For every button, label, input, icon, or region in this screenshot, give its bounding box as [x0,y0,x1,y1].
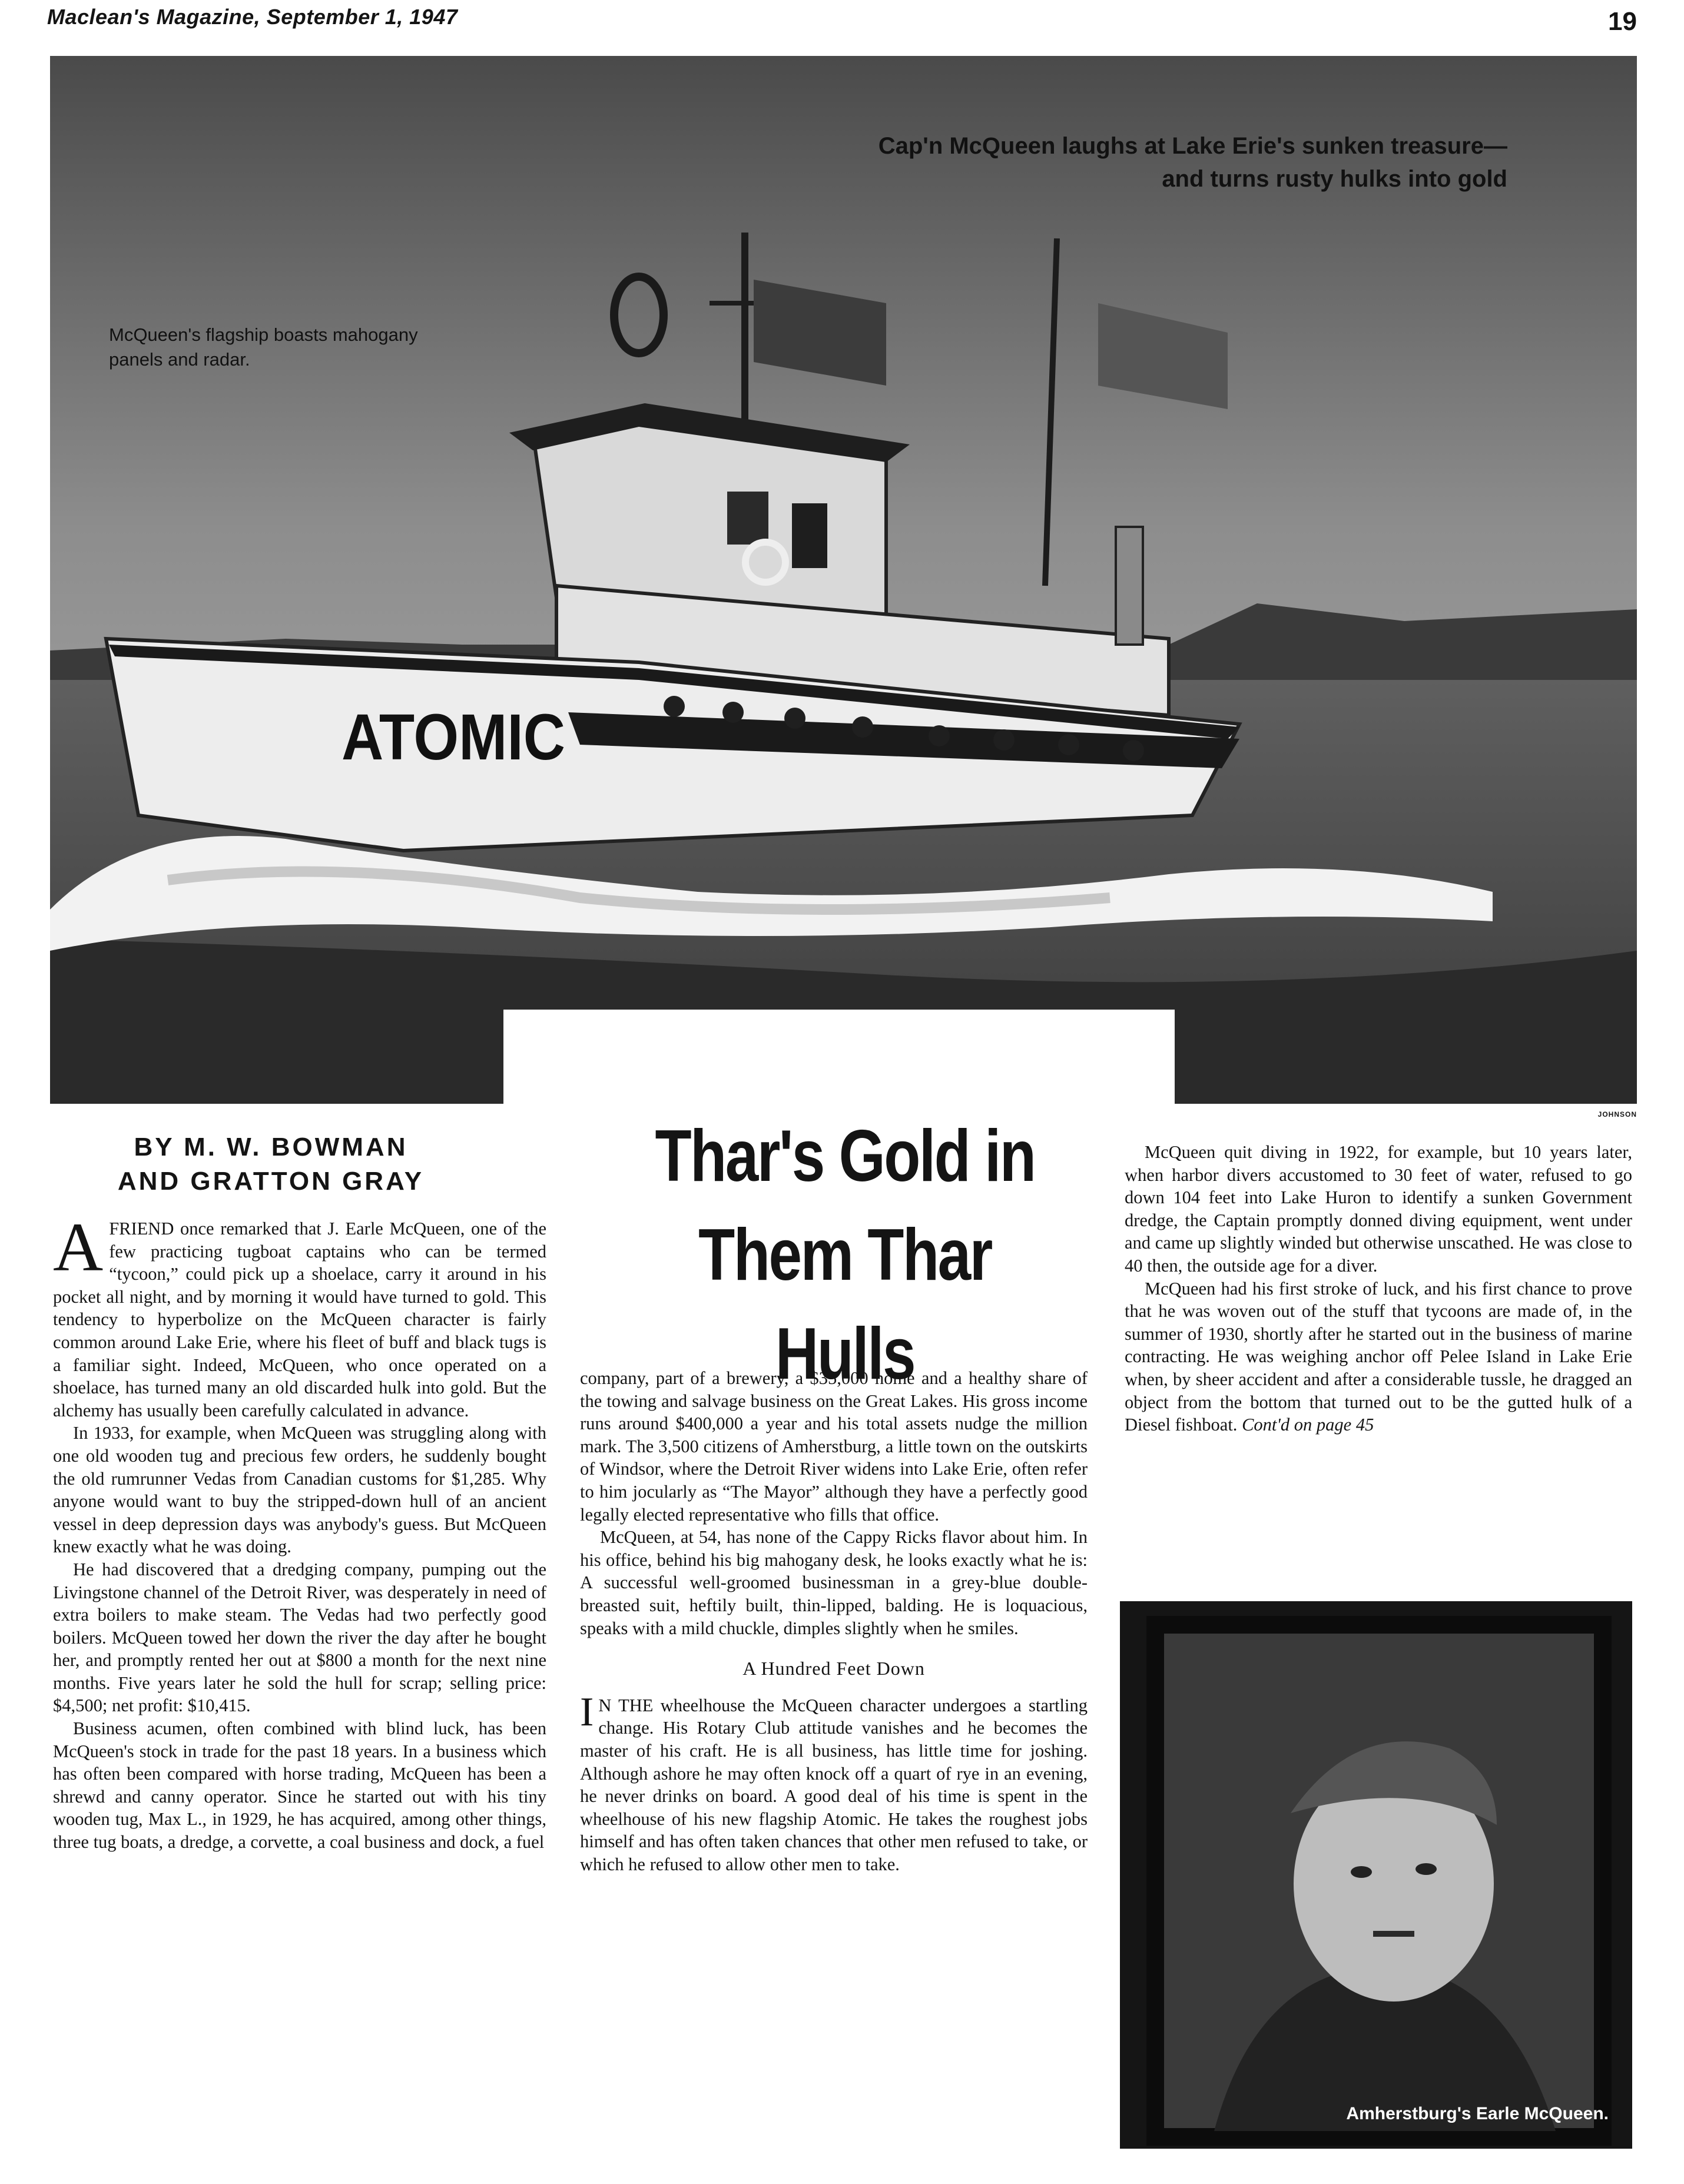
paragraph-6: McQueen, at 54, has none of the Cappy Ricks flavor about him. In his office, behind his big mahogany desk, he looks exactly what he is: A successful well-groomed businessman in a grey-blue double-breasted suit, heftily built, thin-lipped, balding. He is loquacious, speaks with a mild chuckle, dimples slightly when he smiles. [580,1527,1088,1638]
paragraph-5: company, part of a brewery, a $35,000 home and a healthy share of the towing and salvage business on the Great Lakes. His gross income runs around $400,000 a year and his total assets nudge the million mark. The 3,500 citizens of Amherstburg, a little town on the outskirts of Windsor, where the Detroit River widens into Lake Erie, often refer to him jocularly as “The Mayor” although they have a perfectly good legally elected representative who fills that office. [580,1368,1088,1525]
byline [82,1130,459,1199]
photo-caption: McQueen's flagship boasts mahogany panels and radar. [109,324,418,370]
photo-credit: JOHNSON [1597,1110,1637,1118]
deck-headline: Cap'n McQueen laughs at Lake Erie's sunken treasure—and turns rusty hulks into gold [878,133,1507,192]
column-3 [1125,1141,1632,1436]
byline-line-1: BY M. W. BOWMAN [134,1133,408,1161]
drop-cap: A [53,1209,104,1286]
running-head: Maclean's Magazine, September 1, 1947 [47,5,458,29]
column-1 [53,1209,546,1854]
paragraph-9 [1125,1277,1632,1436]
paragraph-9-text: McQueen had his first stroke of luck, and his first chance to prove that he was woven out of the stuff that tycoons are made of, in the summer of 1930, shortly after he started out in the business of marine contracting. He was weighing anchor off Pelee Island in Lake Erie when, by sheer accident and after a considerable tussle, he dragged an object from the bottom that turned out to be the gutted hulk of a Diesel fishboat. [1125,1278,1632,1435]
title-line-2: Them Thar Hulls [698,1214,992,1395]
paragraph-8: McQueen quit diving in 1922, for example, but 10 years later, when harbor divers accustomed to 30 feet of water, refused to go down 104 feet into Lake Huron to identify a sunken Government dredge, the Captain promptly donned diving equipment, went under and came up slightly winded but otherwise unscathed. He was close to 40 then, the outside age for a diver. [1125,1142,1632,1276]
article-title [623,1107,1067,1403]
paragraph-7-text: N THE wheelhouse the McQueen character undergoes a startling change. His Rotary Club attitude vanishes and he becomes the master of his craft. He is all business, has little time for joshing. Although ashore he may often knock off a quart of rye in an evening, he never drinks on board. A good deal of his time is spent in the wheelhouse of his new flagship Atomic. He takes the roughest jobs himself and has often taken chances that other men refused to take, or which he refused to allow other men to take. [580,1695,1088,1874]
paragraph-1 [53,1209,546,1422]
continued-link[interactable]: Cont'd on page 45 [1242,1415,1374,1435]
hull-name: ATOMIC [342,701,565,774]
tugboat-photo [50,56,1637,1104]
column-2 [580,1367,1088,1876]
paragraph-1-text: FRIEND once remarked that J. Earle McQueen, one of the few practicing tugboat captains who can be termed “tycoon,” could pick up a shoelace, carry it around in his pocket all night, and by morning it would have turned to gold. This tendency to hyperbolize on the McQueen character is fairly common around Lake Erie, where his fleet of buff and black tugs is a familiar sight. Indeed, McQueen, who once operated on a shoelace, has turned many an old discarded hulk into gold. But the alchemy has usually been carefully calculated in advance. [53,1219,546,1420]
paragraph-4: Business acumen, often combined with blind luck, has been McQueen's stock in trade for the past 18 years. In a business which has often been compared with horse trading, McQueen has been a shrewd and canny operator. Since he started out with his tiny wooden tug, Max L., in 1929, he has acquired, among other things, three tug boats, a dredge, a corvette, a coal business and dock, a fuel [53,1718,546,1853]
drop-cap-2: I [580,1689,594,1735]
paragraph-2: In 1933, for example, when McQueen was struggling along with one old wooden tug and precious few orders, he suddenly bought the old rumrunner Vedas from Canadian customs for $1,285. Why anyone would want to buy the stripped-down hull of an ancient vessel in deep depression days was anybody's guess. But McQueen knew exactly what he was doing. [53,1423,546,1557]
paragraph-7 [580,1689,1088,1876]
paragraph-3: He had discovered that a dredging company, pumping out the Livingstone channel of the Detroit River, was desperately in need of extra boilers to make steam. The Vedas had two perfectly good boilers. McQueen towed her down the river the day after he bought her, and promptly rented her out at $800 a month for the next nine months. Five years later he sold the hull for scrap; selling price: $4,500; net profit: $10,415. [53,1559,546,1716]
title-line-1: Thar's Gold in [655,1116,1035,1197]
byline-line-2: AND GRATTON GRAY [117,1167,425,1196]
section-subhead: A Hundred Feet Down [742,1658,925,1680]
page-number: 19 [1608,7,1637,36]
portrait-caption: Amherstburg's Earle McQueen. [1346,2104,1609,2123]
portrait-photo [1120,1601,1632,2149]
